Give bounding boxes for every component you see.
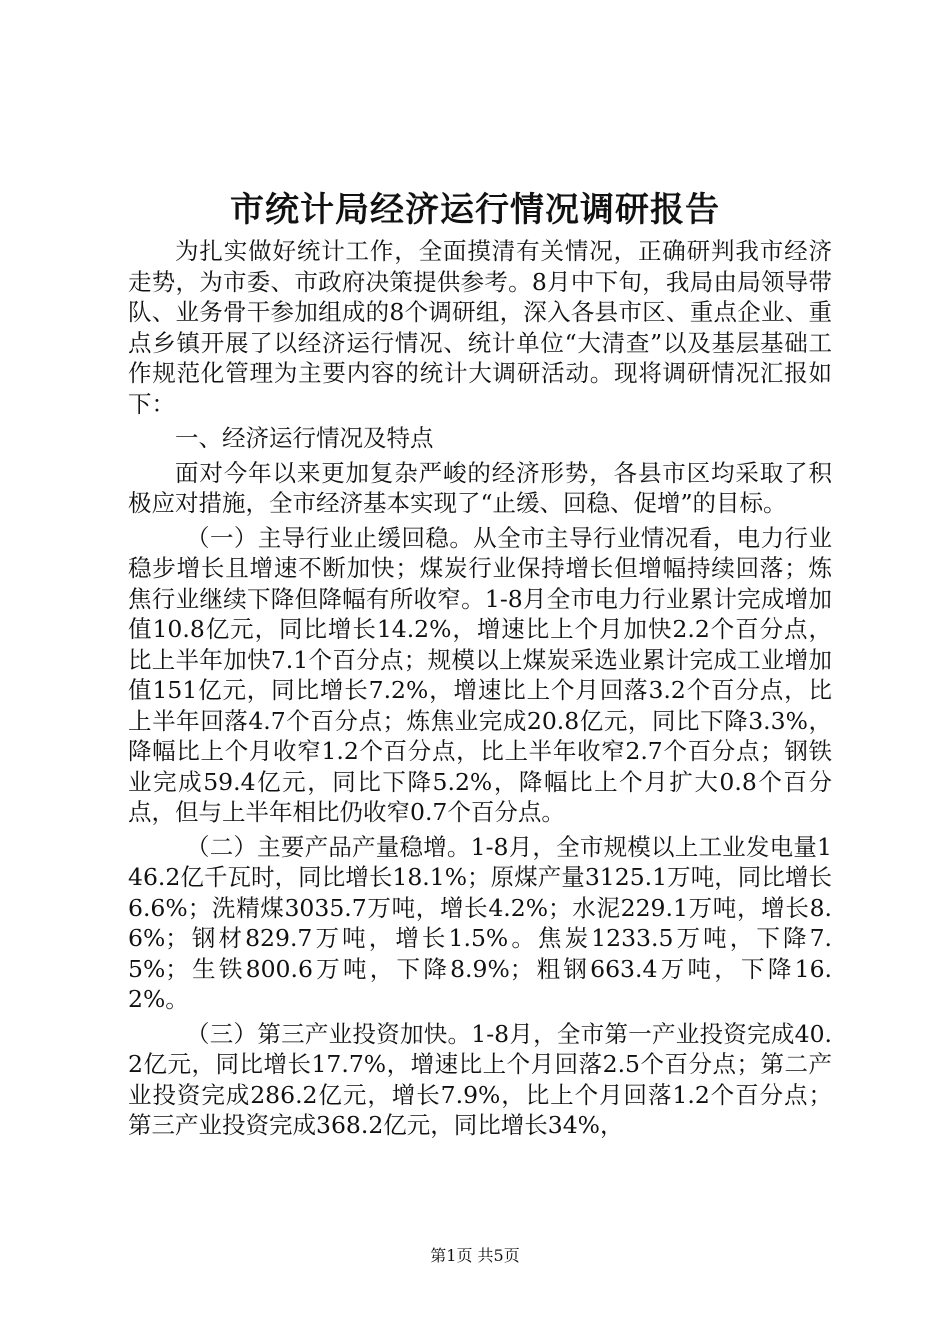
document-body (128, 236, 832, 1145)
subsection-paragraph-3: （三）第三产业投资加快。1-8月，全市第一产业投资完成40.2亿元，同比增长17.7%，增速比上个月回落2.5个百分点；第二产业投资完成286.2亿元，增长7.9%，比上个月回落1.2个百分点；第三产业投资完成368.2亿元，同比增长34%， (128, 1019, 832, 1139)
page-number: 第1页 (430, 1246, 473, 1265)
subsection-paragraph-2: （二）主要产品产量稳增。1-8月，全市规模以上工业发电量146.2亿千瓦时，同比增长18.1%；原煤产量3125.1万吨，同比增长6.6%；洗精煤3035.7万吨，增长4.2%；水泥229.1万吨，增长8.6%；钢材829.7万吨，增长1.5%。焦炭1233.5万吨，下降7.5%；生铁800.6万吨，下降8.9%；粗钢663.4万吨，下降16.2%。 (128, 832, 832, 1013)
intro-paragraph: 为扎实做好统计工作，全面摸清有关情况，正确研判我市经济走势，为市委、市政府决策提供参考。8月中下旬，我局由局领导带队、业务骨干参加组成的8个调研组，深入各县市区、重点企业、重点乡镇开展了以经济运行情况、统计单位“大清查”以及基层基础工作规范化管理为主要内容的统计大调研活动。现将调研情况汇报如下： (128, 237, 832, 418)
page-title: 市统计局经济运行情况调研报告 (230, 190, 720, 230)
page-total: 共5页 (477, 1246, 520, 1265)
summary-paragraph: 面对今年以来更加复杂严峻的经济形势，各县市区均采取了积极应对措施，全市经济基本实现了“止缓、回稳、促增”的目标。 (128, 458, 832, 517)
section-heading: 一、经济运行情况及特点 (175, 424, 434, 452)
subsection-paragraph-1: （一）主导行业止缓回稳。从全市主导行业情况看，电力行业稳步增长且增速不断加快；煤炭行业保持增长但增幅持续回落；炼焦行业继续下降但降幅有所收窄。1-8月全市电力行业累计完成增加值10.8亿元，同比增长14.2%，增速比上个月加快2.2个百分点，比上半年加快7.1个百分点；规模以上煤炭采选业累计完成工业增加值151亿元，同比增长7.2%，增速比上个月回落3.2个百分点，比上半年回落4.7个百分点；炼焦业完成20.8亿元，同比下降3.3%，降幅比上个月收窄1.2个百分点，比上半年收窄2.7个百分点；钢铁业完成59.4亿元，同比下降5.2%，降幅比上个月扩大0.8个百分点，但与上半年相比仍收窄0.7个百分点。 (128, 523, 832, 826)
page-footer (0, 1245, 950, 1267)
